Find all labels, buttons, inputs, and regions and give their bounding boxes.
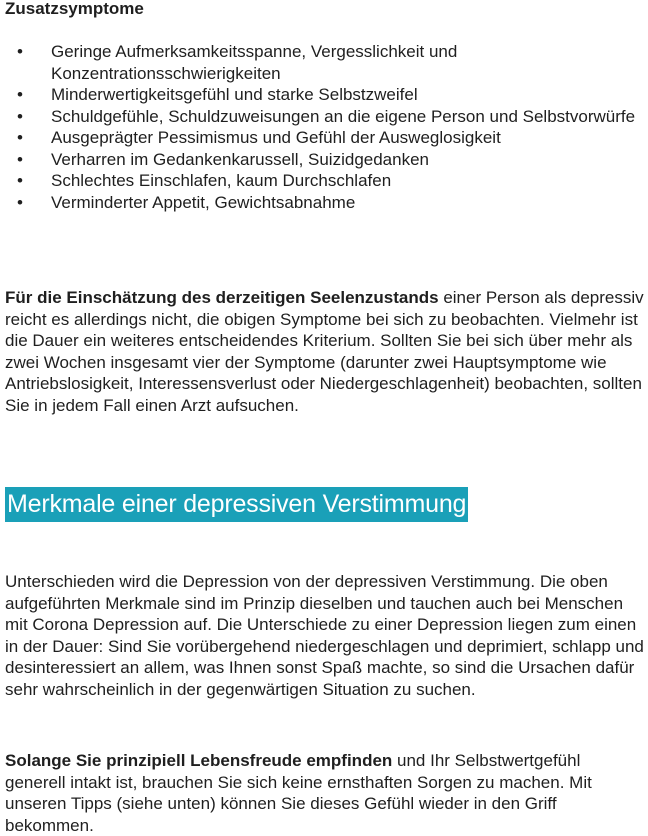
reassurance-paragraph: [5, 750, 645, 836]
assessment-paragraph-body: einer Person als depressiv reicht es allerdings nicht, die obigen Symptome bei sich zu beobachten. Vielmehr ist die Dauer ein weiteres entscheidendes Kriterium. Sollten Sie bei sich über mehr als zwei Wochen insgesamt vier der Symptome (darunter zwei Hauptsymptome wie Antriebslosigkeit, Interessensverlust oder Niedergeschlagenheit) beobachten, sollten Sie in jedem Fall einen Arzt aufsuchen.: [5, 288, 644, 415]
bullet-icon: •: [17, 149, 23, 169]
assessment-paragraph-lead: Für die Einschätzung des derzeitigen Seelenzustands: [5, 288, 439, 307]
list-item-text: Minderwertigkeitsgefühl und starke Selbstzweifel: [51, 85, 418, 104]
list-item: [0, 192, 640, 214]
reassurance-paragraph-lead: Solange Sie prinzipiell Lebensfreude empfinden: [5, 751, 393, 770]
list-item: [0, 106, 640, 128]
list-item-text: Ausgeprägter Pessimismus und Gefühl der Ausweglosigkeit: [51, 128, 501, 147]
bullet-icon: •: [17, 192, 23, 212]
assessment-paragraph: [5, 287, 645, 416]
bullet-icon: •: [17, 42, 23, 61]
list-item: [0, 127, 640, 149]
list-item-text: Verminderter Appetit, Gewichtsabnahme: [51, 192, 356, 212]
distinction-paragraph: Unterschieden wird die Depression von der depressiven Verstimmung. Die oben aufgeführten Merkmale sind im Prinzip dieselben und tauchen auch bei Menschen mit Corona Depression auf. Die Unterschiede zu einer Depression liegen zum einen in der Dauer: Sind Sie vorübergehend niedergeschlagen und deprimiert, schlapp und desinteressiert an allem, was Ihnen sonst Spaß machte, so sind die Ursachen dafür sehr wahrscheinlich in der gegenwärtigen Situation zu suchen.: [5, 572, 644, 699]
section-title: Zusatzsymptome: [5, 0, 144, 18]
bullet-icon: •: [17, 85, 23, 104]
list-item: [0, 41, 640, 84]
bullet-icon: •: [17, 171, 23, 190]
bullet-icon: •: [17, 106, 23, 126]
list-item-text: Verharren im Gedankenkarussell, Suizidgedanken: [51, 149, 430, 169]
list-item-text: Schuldgefühle, Schuldzuweisungen an die eigene Person und Selbstvorwürfe: [51, 106, 636, 126]
bullet-icon: •: [17, 128, 23, 147]
symptom-list: [0, 41, 640, 213]
list-item-text: Geringe Aufmerksamkeitsspanne, Vergesslichkeit und Konzentrationsschwierigkeiten: [51, 42, 458, 83]
list-item-text: Schlechtes Einschlafen, kaum Durchschlafen: [51, 171, 392, 190]
reassurance-paragraph-body: und Ihr Selbstwertgefühl generell intakt ist, brauchen Sie sich keine ernsthaften Sorgen zu machen. Mit unseren Tipps (siehe unten) können Sie dieses Gefühl wieder in den Griff bekommen.: [5, 751, 592, 835]
list-item: [0, 149, 640, 171]
list-item: [0, 170, 640, 192]
section-heading: Merkmale einer depressiven Verstimmung: [5, 487, 468, 522]
list-item: [0, 84, 640, 106]
